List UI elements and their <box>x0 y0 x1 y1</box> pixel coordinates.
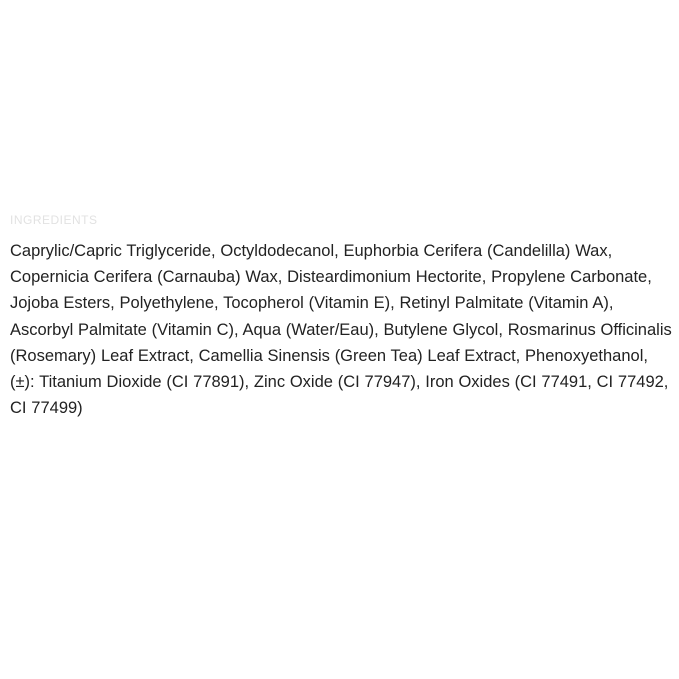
ingredients-section <box>10 212 672 421</box>
ingredients-heading: INGREDIENTS <box>10 213 98 226</box>
ingredients-list-text: Caprylic/Capric Triglyceride, Octyldodecanol, Euphorbia Cerifera (Candelilla) Wax, Copernicia Cerifera (Carnauba) Wax, Disteardimonium Hectorite, Propylene Carbonate, Jojoba Esters, Polyethylene, Tocopherol (Vitamin E), Retinyl Palmitate (Vitamin A), Ascorbyl Palmitate (Vitamin C), Aqua (Water/Eau), Butylene Glycol, Rosmarinus Officinalis (Rosemary) Leaf Extract, Camellia Sinensis (Green Tea) Leaf Extract, Phenoxyethanol, (±): Titanium Dioxide (CI 77891), Zinc Oxide (CI 77947), Iron Oxides (CI 77491, CI 77492, CI 77499) <box>10 242 672 418</box>
